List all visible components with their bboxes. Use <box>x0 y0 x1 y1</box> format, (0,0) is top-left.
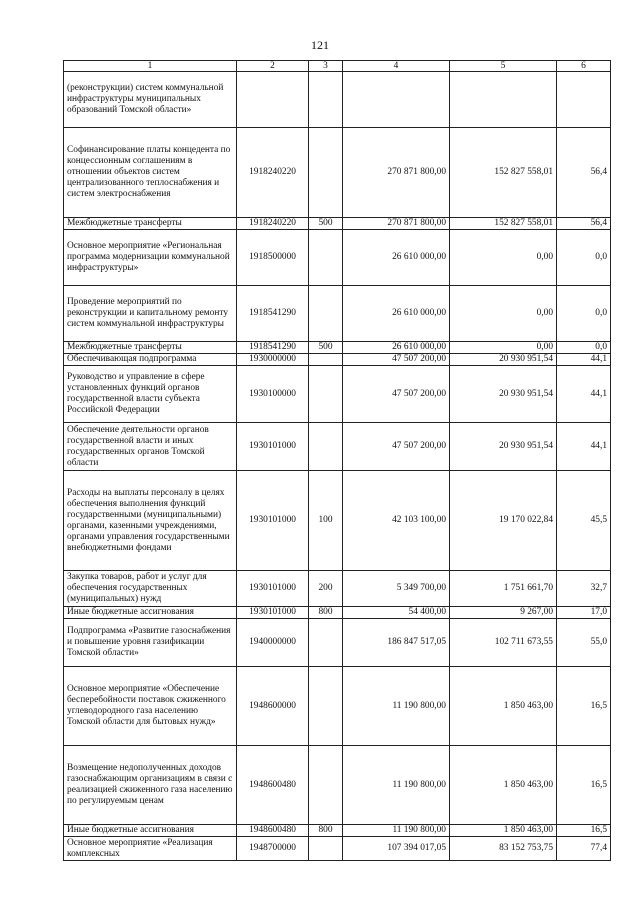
column-header: 3 <box>309 61 343 72</box>
cell-plan: 5 349 700,00 <box>343 571 450 607</box>
cell-vr: 500 <box>309 218 343 230</box>
table-header-row <box>64 61 611 72</box>
cell-fact: 20 930 951,54 <box>450 366 557 423</box>
cell-plan: 42 103 100,00 <box>343 471 450 571</box>
column-header: 1 <box>64 61 237 72</box>
cell-pct: 44,1 <box>557 423 611 471</box>
cell-code: 1930101000 <box>237 423 309 471</box>
table-row <box>64 286 611 342</box>
page-number: 121 <box>311 38 329 52</box>
cell-fact: 20 930 951,54 <box>450 423 557 471</box>
table-row <box>64 366 611 423</box>
table-row <box>64 619 611 667</box>
cell-code: 1948600480 <box>237 746 309 825</box>
table-row <box>64 72 611 128</box>
cell-plan: 270 871 800,00 <box>343 218 450 230</box>
cell-fact: 152 827 558,01 <box>450 218 557 230</box>
cell-fact <box>450 72 557 128</box>
cell-name: Проведение мероприятий по реконструкции и капитальному ремонту систем коммунальной инфраструктуры <box>64 286 237 342</box>
cell-plan: 47 507 200,00 <box>343 366 450 423</box>
cell-code: 1918240220 <box>237 128 309 218</box>
cell-code: 1930101000 <box>237 607 309 619</box>
cell-vr <box>309 619 343 667</box>
column-header: 4 <box>343 61 450 72</box>
table-row <box>64 837 611 861</box>
cell-code: 1918541290 <box>237 342 309 354</box>
cell-vr: 800 <box>309 825 343 837</box>
cell-fact: 1 751 661,70 <box>450 571 557 607</box>
table-row <box>64 471 611 571</box>
cell-fact: 152 827 558,01 <box>450 128 557 218</box>
cell-fact: 1 850 463,00 <box>450 746 557 825</box>
cell-name: Расходы на выплаты персоналу в целях обеспечения выполнения функций государственными (муниципальными) органами, казенными учреждениями, органами управления государственными внебюджетными фондами <box>64 471 237 571</box>
cell-pct: 0,0 <box>557 286 611 342</box>
cell-vr: 800 <box>309 607 343 619</box>
table-row <box>64 354 611 366</box>
cell-code: 1918541290 <box>237 286 309 342</box>
cell-fact: 20 930 951,54 <box>450 354 557 366</box>
cell-vr <box>309 667 343 746</box>
cell-fact: 102 711 673,55 <box>450 619 557 667</box>
cell-fact: 0,00 <box>450 342 557 354</box>
cell-plan: 11 190 800,00 <box>343 746 450 825</box>
cell-pct: 16,5 <box>557 667 611 746</box>
cell-plan: 26 610 000,00 <box>343 230 450 286</box>
cell-vr: 200 <box>309 571 343 607</box>
cell-plan: 270 871 800,00 <box>343 128 450 218</box>
cell-fact: 19 170 022,84 <box>450 471 557 571</box>
cell-pct: 45,5 <box>557 471 611 571</box>
table-row <box>64 825 611 837</box>
cell-vr: 100 <box>309 471 343 571</box>
cell-vr <box>309 286 343 342</box>
cell-name: Обеспечение деятельности органов государственной власти и иных государственных органов Томской области <box>64 423 237 471</box>
cell-vr <box>309 128 343 218</box>
cell-code: 1930100000 <box>237 366 309 423</box>
cell-pct: 44,1 <box>557 354 611 366</box>
cell-name: Межбюджетные трансферты <box>64 342 237 354</box>
cell-code: 1948600480 <box>237 825 309 837</box>
cell-name: Основное мероприятие «Реализация комплексных <box>64 837 237 861</box>
cell-code <box>237 72 309 128</box>
cell-plan: 26 610 000,00 <box>343 342 450 354</box>
cell-pct: 0,0 <box>557 230 611 286</box>
cell-plan <box>343 72 450 128</box>
cell-name: Софинансирование платы концедента по концессионным соглашениям в отношении объектов систем централизованного теплоснабжения и систем электроснабжения <box>64 128 237 218</box>
cell-pct: 56,4 <box>557 218 611 230</box>
cell-name: Закупка товаров, работ и услуг для обеспечения государственных (муниципальных) нужд <box>64 571 237 607</box>
cell-pct: 17,0 <box>557 607 611 619</box>
cell-vr <box>309 230 343 286</box>
cell-pct: 16,5 <box>557 746 611 825</box>
cell-name: Иные бюджетные ассигнования <box>64 825 237 837</box>
cell-pct: 44,1 <box>557 366 611 423</box>
cell-code: 1930000000 <box>237 354 309 366</box>
cell-name: Возмещение недополученных доходов газоснабжающим организациям в связи с реализацией сжиженного газа населению по регулируемым ценам <box>64 746 237 825</box>
table-row <box>64 423 611 471</box>
cell-code: 1948700000 <box>237 837 309 861</box>
table-row <box>64 342 611 354</box>
table-row <box>64 128 611 218</box>
cell-fact: 1 850 463,00 <box>450 667 557 746</box>
cell-code: 1930101000 <box>237 571 309 607</box>
table-body <box>64 72 611 861</box>
table-row <box>64 218 611 230</box>
cell-vr <box>309 354 343 366</box>
column-header: 6 <box>557 61 611 72</box>
cell-code: 1940000000 <box>237 619 309 667</box>
cell-pct: 56,4 <box>557 128 611 218</box>
cell-name: Руководство и управление в сфере установленных функций органов государственной власти субъекта Российской Федерации <box>64 366 237 423</box>
cell-plan: 11 190 800,00 <box>343 667 450 746</box>
cell-pct <box>557 72 611 128</box>
cell-name: Обеспечивающая подпрограмма <box>64 354 237 366</box>
table-row <box>64 746 611 825</box>
cell-vr <box>309 72 343 128</box>
cell-plan: 47 507 200,00 <box>343 423 450 471</box>
cell-fact: 0,00 <box>450 286 557 342</box>
cell-fact: 83 152 753,75 <box>450 837 557 861</box>
cell-pct: 77,4 <box>557 837 611 861</box>
cell-name: Межбюджетные трансферты <box>64 218 237 230</box>
cell-name: Основное мероприятие «Обеспечение бесперебойности поставок сжиженного углеводородного газа населению Томской области для бытовых нужд» <box>64 667 237 746</box>
cell-name: Основное мероприятие «Региональная программа модернизации коммунальной инфраструктуры» <box>64 230 237 286</box>
table-row <box>64 667 611 746</box>
cell-plan: 186 847 517,05 <box>343 619 450 667</box>
cell-fact: 0,00 <box>450 230 557 286</box>
cell-code: 1930101000 <box>237 471 309 571</box>
column-header: 5 <box>450 61 557 72</box>
cell-vr: 500 <box>309 342 343 354</box>
cell-pct: 32,7 <box>557 571 611 607</box>
cell-plan: 26 610 000,00 <box>343 286 450 342</box>
cell-pct: 0,0 <box>557 342 611 354</box>
table-row <box>64 230 611 286</box>
cell-name: (реконструкции) систем коммунальной инфраструктуры муниципальных образований Томской области» <box>64 72 237 128</box>
table-row <box>64 607 611 619</box>
cell-fact: 1 850 463,00 <box>450 825 557 837</box>
cell-plan: 47 507 200,00 <box>343 354 450 366</box>
cell-vr <box>309 746 343 825</box>
budget-table <box>63 60 611 861</box>
cell-vr <box>309 423 343 471</box>
cell-plan: 107 394 017,05 <box>343 837 450 861</box>
cell-vr <box>309 837 343 861</box>
cell-pct: 55,0 <box>557 619 611 667</box>
cell-name: Подпрограмма «Развитие газоснабжения и повышение уровня газификации Томской области» <box>64 619 237 667</box>
cell-plan: 54 400,00 <box>343 607 450 619</box>
cell-pct: 16,5 <box>557 825 611 837</box>
cell-vr <box>309 366 343 423</box>
cell-code: 1918240220 <box>237 218 309 230</box>
table-row <box>64 571 611 607</box>
cell-plan: 11 190 800,00 <box>343 825 450 837</box>
cell-name: Иные бюджетные ассигнования <box>64 607 237 619</box>
cell-code: 1948600000 <box>237 667 309 746</box>
cell-code: 1918500000 <box>237 230 309 286</box>
cell-fact: 9 267,00 <box>450 607 557 619</box>
column-header: 2 <box>237 61 309 72</box>
